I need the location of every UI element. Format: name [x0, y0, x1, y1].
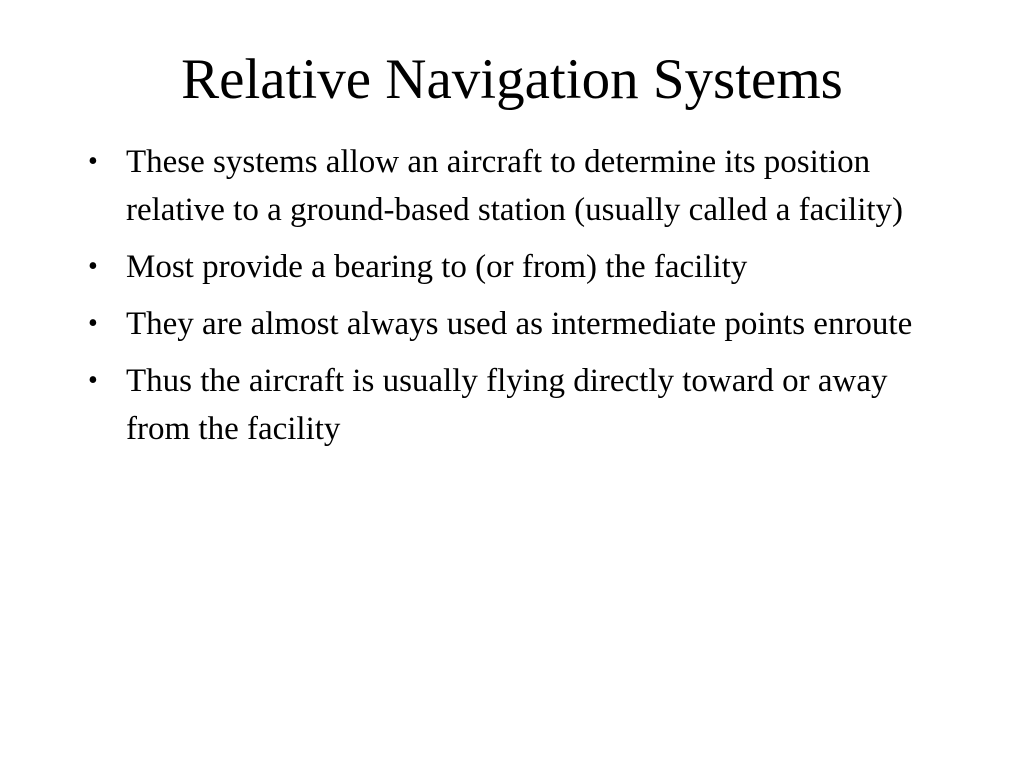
bullet-dot-icon: •: [88, 308, 98, 339]
bullet-dot-icon: •: [88, 365, 98, 396]
bullet-list: [84, 138, 954, 462]
bullet-text: They are almost always used as intermediate points enroute: [126, 306, 913, 342]
bullet-dot-icon: •: [88, 146, 98, 177]
bullet-text: Thus the aircraft is usually flying directly toward or away from the facility: [126, 363, 888, 447]
bullet-item: [84, 357, 954, 453]
bullet-dot-icon: •: [88, 251, 98, 282]
bullet-item: [84, 243, 954, 291]
bullet-item: [84, 300, 954, 348]
bullet-text: Most provide a bearing to (or from) the facility: [126, 249, 748, 285]
bullet-text: These systems allow an aircraft to determine its position relative to a ground-based station (usually called a facility): [126, 144, 904, 228]
bullet-item: [84, 138, 954, 234]
slide-title: Relative Navigation Systems: [181, 48, 843, 111]
